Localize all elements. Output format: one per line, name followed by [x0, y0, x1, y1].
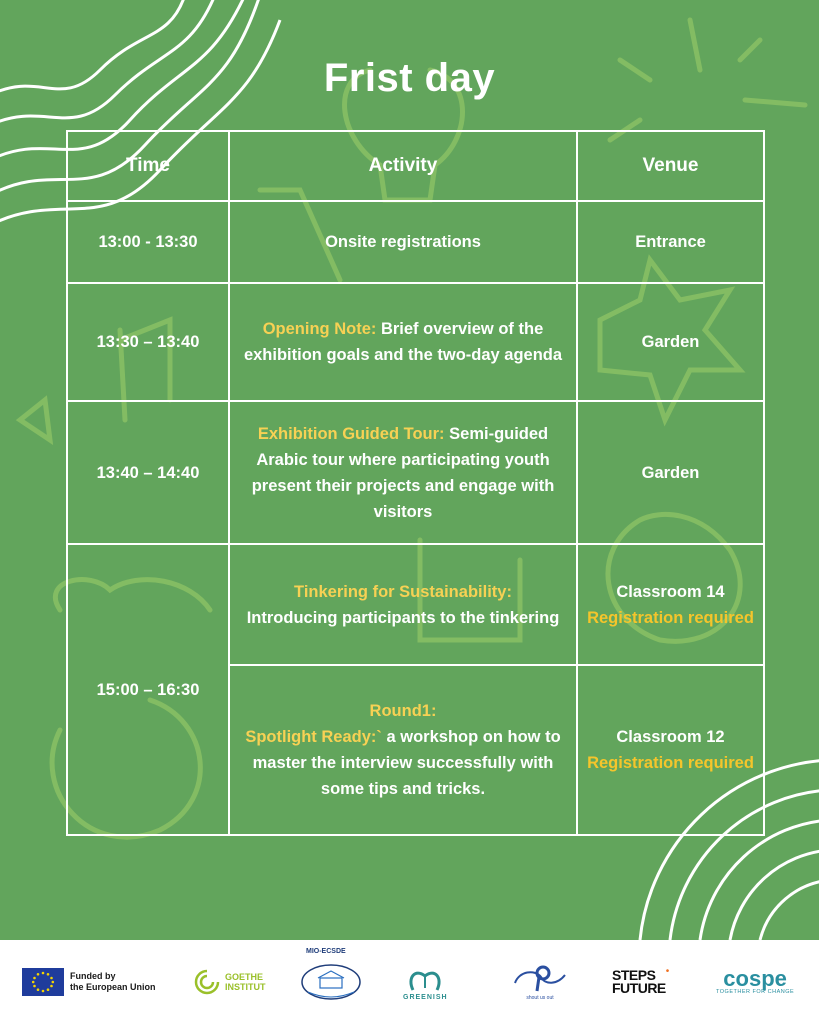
greenish-logo — [403, 940, 448, 1024]
cospe-logo — [716, 940, 794, 1024]
mio-ecsde-logo — [300, 940, 362, 1024]
activity-cell — [229, 544, 577, 665]
time-cell: 13:30 – 13:40 — [67, 283, 229, 401]
time-cell: 13:00 - 13:30 — [67, 201, 229, 283]
venue-cell — [577, 544, 764, 665]
shout-us-out-logo — [505, 940, 575, 1024]
activity-cell — [229, 401, 577, 544]
activity-text: Introducing participants to the tinkering — [246, 608, 560, 627]
venue-cell: Entrance — [577, 201, 764, 283]
header-time: Time — [67, 131, 229, 201]
cospe-tagline: TOGETHER FOR CHANGE — [716, 989, 795, 995]
activity-text: Semi-guided Arabic tour where participating youth present their projects and engage with visitors — [251, 424, 555, 521]
star-dot-icon: • — [665, 966, 670, 977]
activity-text: Onsite registrations — [325, 233, 481, 251]
header-activity: Activity — [229, 131, 577, 201]
eu-logo-text: Funded by the European Union — [70, 971, 156, 992]
steps-future-text: STEPS FUTURE — [612, 967, 666, 996]
time-cell: 15:00 – 16:30 — [67, 544, 229, 835]
activity-highlight: Opening Note: — [262, 320, 377, 338]
registration-note: Registration required — [587, 754, 754, 772]
greenish-icon — [405, 964, 445, 994]
table-row — [67, 283, 764, 401]
venue-cell: Garden — [577, 283, 764, 401]
table-row — [67, 544, 764, 665]
activity-cell — [229, 283, 577, 401]
greenish-text: GREENISH — [403, 993, 448, 1001]
shout-text: shout us out — [526, 995, 554, 1001]
header-venue: Venue — [577, 131, 764, 201]
venue-cell: Garden — [577, 401, 764, 544]
activity-cell — [229, 201, 577, 283]
activity-text: Brief overview of the exhibition goals and the two-day agenda — [243, 320, 563, 364]
registration-note: Registration required — [587, 608, 754, 627]
goethe-logo-text: GOETHE INSTITUT — [225, 972, 266, 992]
activity-highlight: Exhibition Guided Tour: — [257, 424, 445, 443]
table-row — [67, 401, 764, 544]
mio-ecsde-emblem-icon — [300, 962, 362, 1002]
table-row — [67, 201, 764, 283]
venue-name: Classroom 12 — [616, 728, 725, 746]
table-header-row — [67, 131, 764, 201]
activity-highlight: Tinkering for Sustainability: — [294, 582, 512, 601]
goethe-icon — [192, 967, 222, 997]
eu-flag-icon — [22, 968, 64, 996]
time-cell: 13:40 – 14:40 — [67, 401, 229, 544]
activity-highlight-secondary: Spotlight Ready:` — [245, 728, 382, 746]
eu-logo — [22, 940, 156, 1024]
goethe-logo — [192, 940, 266, 1024]
steps-future-logo — [612, 940, 669, 1024]
venue-name: Classroom 14 — [616, 582, 725, 601]
cospe-text: cospe — [723, 966, 787, 991]
mio-ecsde-text: MIO-ECSDE — [306, 948, 346, 955]
activity-text: a workshop on how to master the interview successfully with some tips and tricks. — [252, 728, 561, 798]
megaphone-icon — [505, 963, 575, 995]
sponsor-footer — [0, 940, 819, 1024]
venue-cell — [577, 665, 764, 835]
activity-highlight: Round1: — [369, 702, 437, 720]
schedule-table — [66, 130, 765, 836]
activity-cell — [229, 665, 577, 835]
page-title: Frist day — [323, 56, 496, 100]
